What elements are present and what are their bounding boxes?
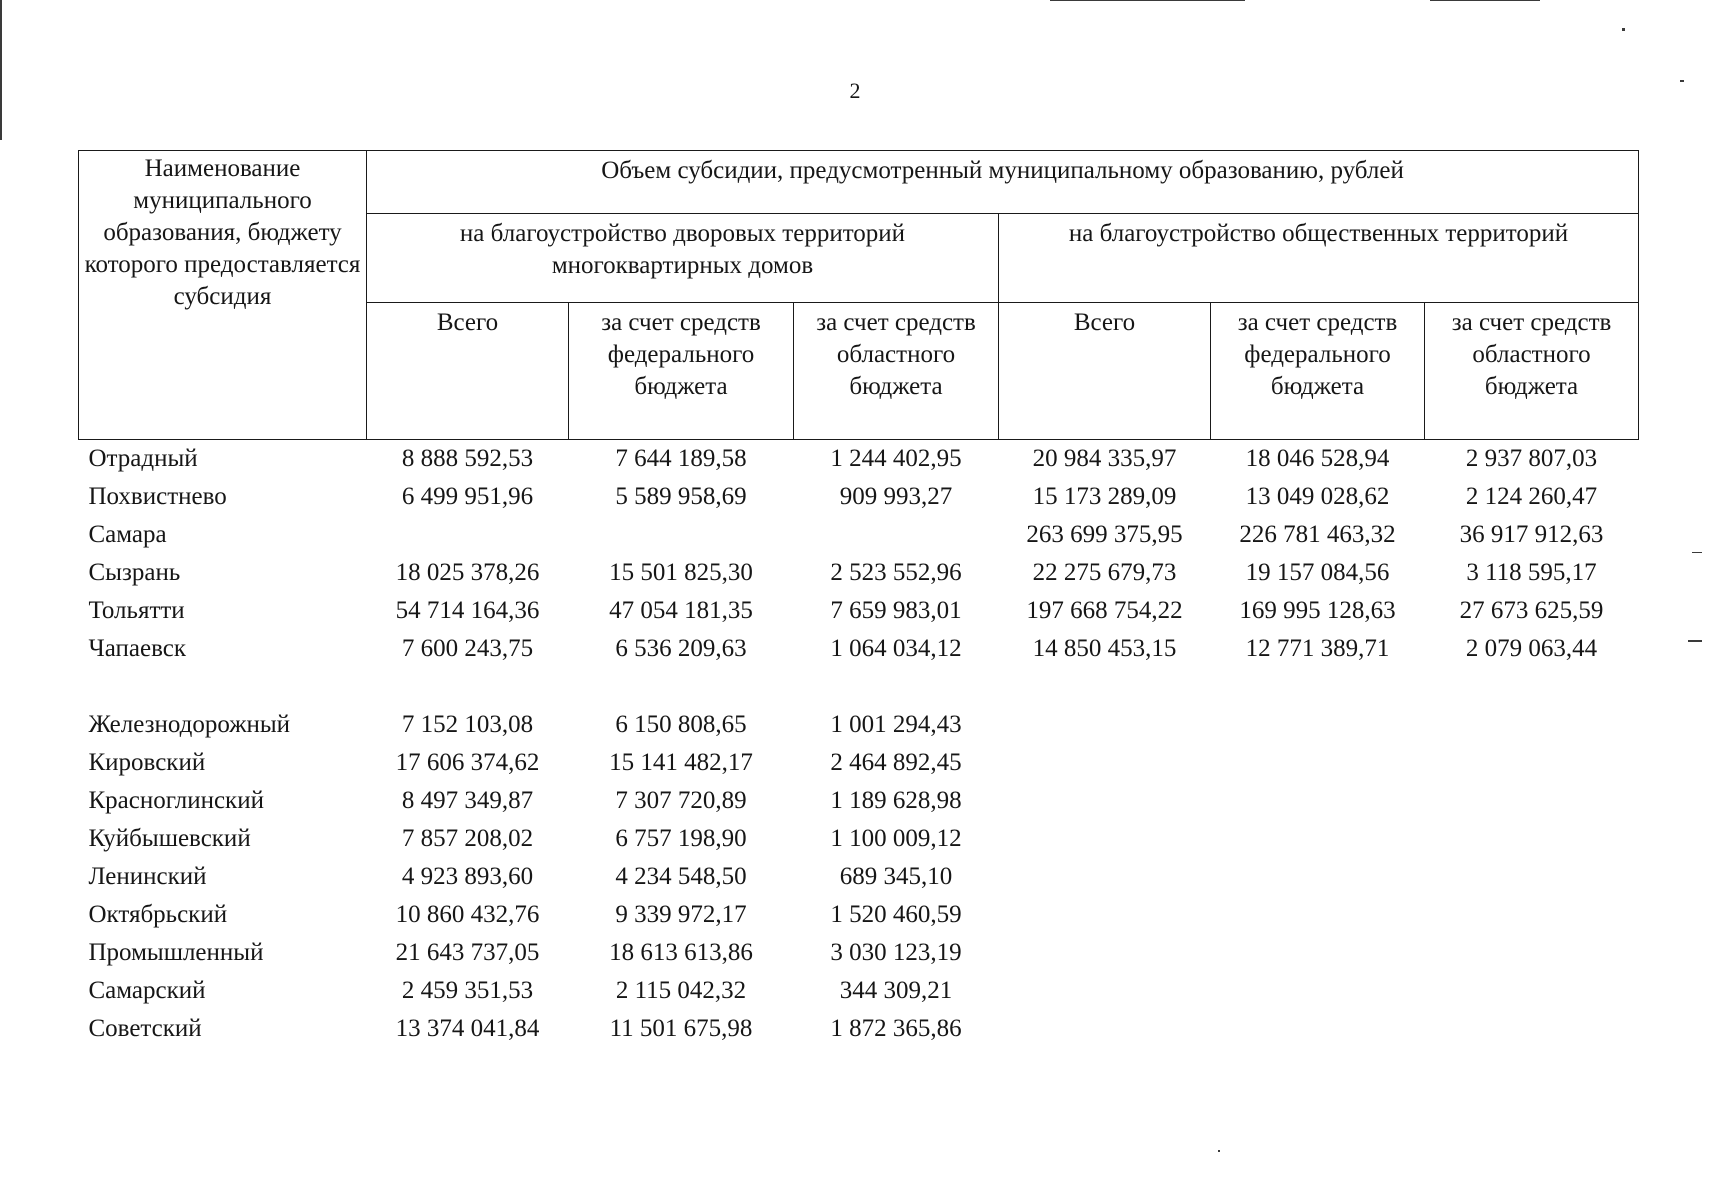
courtyard-regional-value: 1 189 628,98 xyxy=(830,787,962,814)
page-number: 2 xyxy=(849,78,861,103)
courtyard-total-value: 10 860 432,76 xyxy=(395,901,540,928)
courtyard-total-value: 6 499 951,96 xyxy=(401,483,534,510)
table-row xyxy=(79,554,1639,592)
scan-speck xyxy=(1218,1150,1220,1152)
courtyard-total-value: 8 888 592,53 xyxy=(401,445,534,472)
table-row xyxy=(79,744,1639,782)
header-public-regional: за счет средств областного бюджета xyxy=(1425,303,1639,440)
table-header xyxy=(79,151,1639,440)
public-federal-value: 226 781 463,32 xyxy=(1239,521,1396,548)
courtyard-regional-value: 1 872 365,86 xyxy=(830,1015,962,1042)
public-total-value: 14 850 453,15 xyxy=(1032,635,1177,662)
table-row xyxy=(79,896,1639,934)
table-row xyxy=(79,934,1639,972)
courtyard-total-value: 7 857 208,02 xyxy=(401,825,534,852)
courtyard-federal-value: 6 150 808,65 xyxy=(615,711,747,738)
courtyard-federal-value: 18 613 613,86 xyxy=(609,939,753,966)
public-total-value: 15 173 289,09 xyxy=(1032,483,1177,510)
courtyard-regional-value: 344 309,21 xyxy=(839,977,953,1004)
courtyard-total-value: 13 374 041,84 xyxy=(395,1015,540,1042)
district-name: Железнодорожный xyxy=(88,711,291,738)
header-courtyard-federal: за счет средств федерального бюджета xyxy=(569,303,794,440)
courtyard-total-value: 8 497 349,87 xyxy=(401,787,534,814)
courtyard-federal-value: 9 339 972,17 xyxy=(615,901,747,928)
table-row xyxy=(79,782,1639,820)
district-name: Промышленный xyxy=(88,939,264,966)
courtyard-federal-value: 47 054 181,35 xyxy=(609,597,753,624)
district-name: Самарский xyxy=(88,977,206,1004)
table-row xyxy=(79,972,1639,1010)
courtyard-total-value xyxy=(367,516,569,554)
public-federal-value: 18 046 528,94 xyxy=(1245,445,1390,472)
district-name: Куйбышевский xyxy=(88,825,251,852)
table-row xyxy=(79,630,1639,668)
scan-speck xyxy=(1622,28,1625,31)
courtyard-regional-value: 7 659 983,01 xyxy=(830,597,962,624)
courtyard-total-value: 17 606 374,62 xyxy=(395,749,540,776)
courtyard-federal-value: 6 536 209,63 xyxy=(615,635,747,662)
public-regional-value: 27 673 625,59 xyxy=(1459,597,1604,624)
public-total-value: 263 699 375,95 xyxy=(1026,521,1183,548)
public-regional-value: 2 124 260,47 xyxy=(1465,483,1598,510)
public-regional-value: 2 079 063,44 xyxy=(1465,635,1598,662)
municipality-name: Сызрань xyxy=(88,559,181,586)
scan-edge-line xyxy=(0,0,2,140)
municipality-name: Самара xyxy=(88,521,167,548)
public-regional-value: 3 118 595,17 xyxy=(1466,559,1597,586)
header-subsidy-volume: Объем субсидии, предусмотренный муниципальному образованию, рублей xyxy=(367,151,1639,214)
courtyard-regional-value: 1 520 460,59 xyxy=(830,901,962,928)
scan-speck xyxy=(1680,80,1684,82)
table-body xyxy=(79,440,1639,1049)
courtyard-total-value: 7 152 103,08 xyxy=(401,711,534,738)
table-row xyxy=(79,820,1639,858)
header-public-federal: за счет средств федерального бюджета xyxy=(1211,303,1425,440)
courtyard-federal-value: 15 501 825,30 xyxy=(609,559,753,586)
courtyard-total-value: 18 025 378,26 xyxy=(395,559,540,586)
district-name: Красноглинский xyxy=(88,787,264,814)
header-public-total: Всего xyxy=(999,303,1211,440)
table-row xyxy=(79,516,1639,554)
public-federal-value: 13 049 028,62 xyxy=(1245,483,1390,510)
public-total-value: 22 275 679,73 xyxy=(1032,559,1177,586)
table-row xyxy=(79,592,1639,630)
table-row xyxy=(79,478,1639,516)
public-federal-value: 169 995 128,63 xyxy=(1239,597,1396,624)
table-row xyxy=(79,440,1639,479)
courtyard-total-value: 21 643 737,05 xyxy=(395,939,540,966)
municipality-name: Отрадный xyxy=(88,445,198,472)
district-name: Кировский xyxy=(88,749,206,776)
header-courtyard-territories: на благоустройство дворовых территорий многоквартирных домов xyxy=(367,214,999,303)
courtyard-total-value: 2 459 351,53 xyxy=(401,977,534,1004)
courtyard-federal-value: 11 501 675,98 xyxy=(609,1015,753,1042)
municipality-name: Похвистнево xyxy=(88,483,227,510)
header-courtyard-regional: за счет средств областного бюджета xyxy=(794,303,999,440)
courtyard-federal-value: 4 234 548,50 xyxy=(615,863,747,890)
courtyard-federal-value: 7 307 720,89 xyxy=(615,787,747,814)
municipality-name: Тольятти xyxy=(88,597,185,624)
public-federal-value: 12 771 389,71 xyxy=(1245,635,1390,662)
header-public-territories: на благоустройство общественных территорий xyxy=(999,214,1639,303)
header-municipality-name: Наименование муниципального образования, бюджету которого предоставляется субсидия xyxy=(79,151,367,440)
subsidy-table xyxy=(78,150,1639,1048)
public-regional-value: 2 937 807,03 xyxy=(1465,445,1598,472)
scan-speck xyxy=(1692,552,1702,553)
courtyard-regional-value: 3 030 123,19 xyxy=(830,939,962,966)
public-total-value: 197 668 754,22 xyxy=(1026,597,1183,624)
district-name: Октябрьский xyxy=(88,901,228,928)
courtyard-regional-value: 1 244 402,95 xyxy=(830,445,962,472)
courtyard-total-value: 7 600 243,75 xyxy=(401,635,534,662)
courtyard-federal-value: 7 644 189,58 xyxy=(615,445,747,472)
table-row xyxy=(79,706,1639,744)
courtyard-regional-value: 2 523 552,96 xyxy=(830,559,962,586)
scan-top-line xyxy=(1050,0,1245,1)
table-row xyxy=(79,1010,1639,1048)
courtyard-federal-value: 2 115 042,32 xyxy=(615,977,747,1004)
public-regional-value: 36 917 912,63 xyxy=(1459,521,1604,548)
spacer-row xyxy=(79,668,1639,706)
municipality-name: Чапаевск xyxy=(88,635,186,662)
courtyard-regional-value: 2 464 892,45 xyxy=(830,749,962,776)
courtyard-regional-value: 689 345,10 xyxy=(839,863,953,890)
courtyard-federal-value: 15 141 482,17 xyxy=(609,749,753,776)
public-total-value: 20 984 335,97 xyxy=(1032,445,1177,472)
courtyard-regional-value: 1 064 034,12 xyxy=(830,635,962,662)
courtyard-federal-value xyxy=(569,516,794,554)
public-federal-value: 19 157 084,56 xyxy=(1245,559,1390,586)
scan-top-line xyxy=(1430,0,1540,1)
header-courtyard-total: Всего xyxy=(367,303,569,440)
courtyard-regional-value: 1 001 294,43 xyxy=(830,711,962,738)
courtyard-regional-value: 909 993,27 xyxy=(839,483,953,510)
courtyard-total-value: 4 923 893,60 xyxy=(401,863,534,890)
table-row xyxy=(79,858,1639,896)
courtyard-regional-value xyxy=(794,516,999,554)
courtyard-total-value: 54 714 164,36 xyxy=(395,597,540,624)
courtyard-federal-value: 6 757 198,90 xyxy=(615,825,747,852)
scan-speck xyxy=(1688,640,1702,642)
district-name: Ленинский xyxy=(88,863,207,890)
district-name: Советский xyxy=(88,1015,202,1042)
courtyard-regional-value: 1 100 009,12 xyxy=(830,825,962,852)
courtyard-federal-value: 5 589 958,69 xyxy=(615,483,747,510)
